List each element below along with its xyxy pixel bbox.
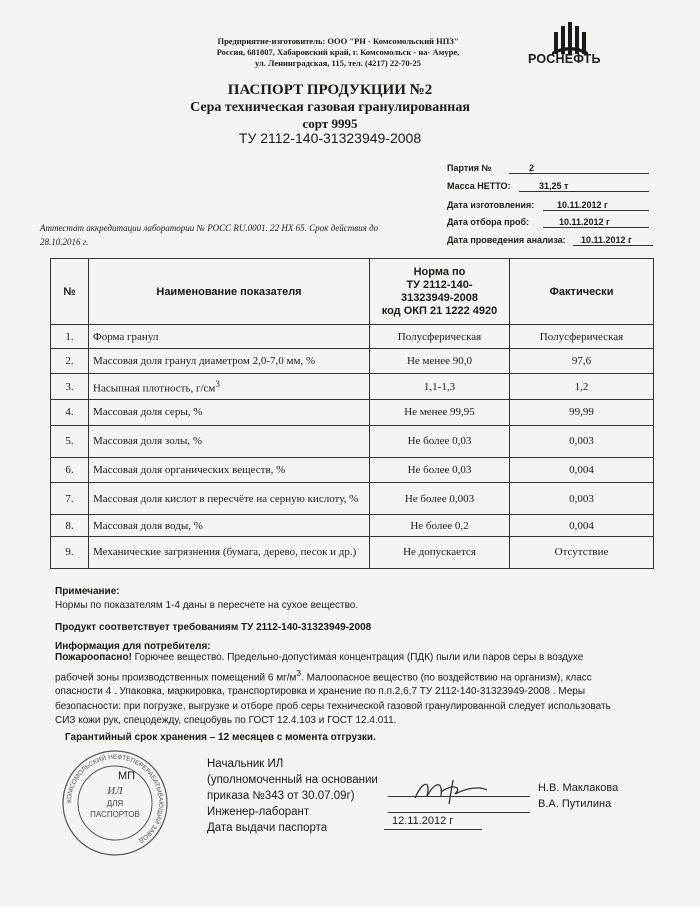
row-norm: Не менее 99,95 [370,400,510,426]
row-number: 4. [51,400,89,426]
row-norm: Не более 0,03 [370,457,510,483]
row-indicator: Механические загрязнения (бумага, дерево, песок и др.) [89,536,370,568]
manufacture-date-label: Дата изготовления: [447,200,535,210]
row-norm: 1,1-1,3 [370,374,510,400]
document-title: ПАСПОРТ ПРОДУКЦИИ №2 [227,82,433,98]
row-indicator: Массовая доля серы, % [89,400,370,426]
signer-title-2: (уполномоченный на основании [207,774,378,786]
consumer-info-title: Информация для потребителя: [55,641,211,652]
manufacturer-info [188,36,488,69]
table-row [51,400,654,426]
consumer-line-2-sup: 3 [296,667,302,678]
col-header-number: № [51,259,89,325]
row-actual: Полусферическая [510,325,654,349]
col-header-actual: Фактически [510,259,654,325]
row-indicator: Массовая доля золы, % [89,425,370,457]
signature-line-1 [388,796,530,797]
logo-text: РОСНЕФТЬ [528,52,601,66]
table-row [51,536,654,568]
note-title: Примечание: [55,586,120,597]
stamp-center-1: ИЛ [107,785,123,797]
row-actual: 97,6 [510,348,654,374]
row-norm: Не более 0,2 [370,515,510,536]
issue-date-line [384,829,482,830]
analysis-date-label: Дата проведения анализа: [447,235,566,245]
warranty-statement: Гарантийный срок хранения – 12 месяцев с момента отгрузки. [65,732,376,743]
row-number: 8. [51,515,89,536]
row-number: 9. [51,536,89,568]
row-indicator-text: Насыпная плотность, г/см [93,382,216,395]
stamp-ring-text: КОМСОМОЛЬСКИЙ НЕФТЕПЕРЕРАБАТЫВАЮЩИЙ ЗАВОД [65,753,165,845]
row-number: 2. [51,348,89,374]
compliance-statement: Продукт соответствует требованиям ТУ 2112-140-31323949-2008 [55,622,372,633]
table-row [51,515,654,536]
batch-field [447,160,657,174]
table-row [51,483,654,515]
row-number: 5. [51,425,89,457]
consumer-info-body [55,651,655,729]
consumer-line-2 [55,666,655,686]
consumer-line-1 [55,651,655,666]
row-norm: Полусферическая [370,325,510,349]
analysis-date-field [447,232,657,246]
col-header-norm [370,259,510,325]
mass-field [447,178,657,192]
table-row [51,374,654,400]
row-actual: 0,003 [510,483,654,515]
manufacturer-line-3: ул. Ленинградская, 115, тел. (4217) 22-70-25 [254,58,422,68]
analysis-date-value: 10.11.2012 г [581,235,632,245]
stamp-mp: МП [118,770,136,782]
row-norm: Не более 0,03 [370,425,510,457]
stamp-center-2: ДЛЯ [106,799,124,808]
row-indicator: Массовая доля воды, % [89,515,370,536]
mass-label: Масса НЕТТО: [447,181,511,191]
manufacturer-line-1: Предприятие-изготовитель: ООО "РН - Комсомольский НПЗ" [217,36,459,46]
row-number: 7. [51,483,89,515]
product-name: Сера техническая газовая гранулированная [190,100,470,115]
product-standard: ТУ 2112-140-31323949-2008 [238,130,422,146]
accreditation-line-2: 28.10.2016 г. [40,237,89,247]
manufacturer-line-2: Россия, 681007, Хабаровский край, г. Комсомольск - на- Амуре, [216,47,460,57]
col-header-name: Наименование показателя [89,259,370,325]
norm-header-line-3: 31323949-2008 [400,291,479,304]
row-number: 6. [51,457,89,483]
consumer-line-3: опасности 4 . Упаковка, маркировка, транспортировка и хранение по п.п.2,6,7 ТУ 2112-140-31323949-2008 . Меры [55,686,586,698]
laboratory-stamp [60,748,170,858]
table-row [51,425,654,457]
mass-value: 31,25 т [539,181,569,191]
sample-date-label: Дата отбора проб: [447,217,530,227]
row-indicator: Массовая доля кислот в пересчёте на серную кислоту, % [89,483,370,515]
row-indicator: Массовая доля гранул диаметром 2,0-7,0 мм, % [89,348,370,374]
signature-line-2 [388,812,530,813]
signer-name-1: Н.В. Маклакова [538,782,619,794]
row-actual: 0,004 [510,515,654,536]
row-indicator-sup: 3 [215,378,220,389]
table-header-row [51,259,654,325]
consumer-line-1-text: Горючее вещество. Предельно-допустимая концентрация (ПДК) пыли или паров серы в воздухе [131,652,584,663]
signer-title-3: приказа №343 от 30.07.09г) [207,790,355,802]
norm-header-line-4: код ОКП 21 1222 4920 [381,304,498,317]
row-actual: 0,004 [510,457,654,483]
row-number: 3. [51,374,89,400]
signature-block [207,756,378,836]
table-row [51,348,654,374]
sample-date-field [447,214,657,228]
row-indicator: Форма гранул [89,325,370,349]
hazard-label: Пожароопасно! [55,652,132,663]
row-norm: Не менее 90,0 [370,348,510,374]
row-indicator: Массовая доля органических веществ, % [89,457,370,483]
consumer-line-4: безопасности: при погрузке, выгрузке и отборе проб серы технической газовой гранулированной следует использовать [55,700,611,712]
table-row [51,325,654,349]
row-actual: 0,003 [510,425,654,457]
signer-title-1: Начальник ИЛ [207,758,284,770]
accreditation-line-1: Аттестат аккредитации лаборатории № РОСС RU.0001. 22 НХ 65. Срок действия до [40,223,379,233]
norm-header-line-2: ТУ 2112-140- [406,278,473,291]
issue-date-label: Дата выдачи паспорта [207,822,328,834]
sample-date-value: 10.11.2012 г [559,217,610,227]
table-row [51,457,654,483]
consumer-line-5: СИЗ кожи рук, спецодежду, спецобувь по ГОСТ 12.4.103 и ГОСТ 12.4.011. [55,715,397,727]
row-number: 1. [51,325,89,349]
consumer-line-2a: рабочей зоны производственных помещений 6 мг/м [55,671,297,683]
stamp-center-3: ПАСПОРТОВ [90,810,140,819]
manufacture-date-field [447,197,657,211]
quality-table [50,258,654,569]
row-norm: Не более 0,003 [370,483,510,515]
signer-title-4: Инженер-лаборант [207,806,310,818]
row-actual: Отсутствие [510,536,654,568]
lab-accreditation [40,221,440,249]
handwritten-signature [405,774,515,808]
row-actual: 1,2 [510,374,654,400]
signer-name-2: В.А. Путилина [538,798,612,810]
issue-date-value: 12.11.2012 г [392,815,454,827]
consumer-line-2b: . Малоопасное вещество (по воздействию на организм), класс [301,671,592,683]
row-indicator [89,374,370,400]
row-norm: Не допускается [370,536,510,568]
product-grade: сорт 9995 [302,116,358,131]
note-text: Нормы по показателям 1-4 даны в пересчете на сухое вещество. [55,600,359,611]
row-actual: 99,99 [510,400,654,426]
batch-label: Партия № [447,163,492,173]
norm-header-line-1: Норма по [413,265,466,278]
batch-value: 2 [529,163,535,173]
manufacture-date-value: 10.11.2012 г [557,200,608,210]
